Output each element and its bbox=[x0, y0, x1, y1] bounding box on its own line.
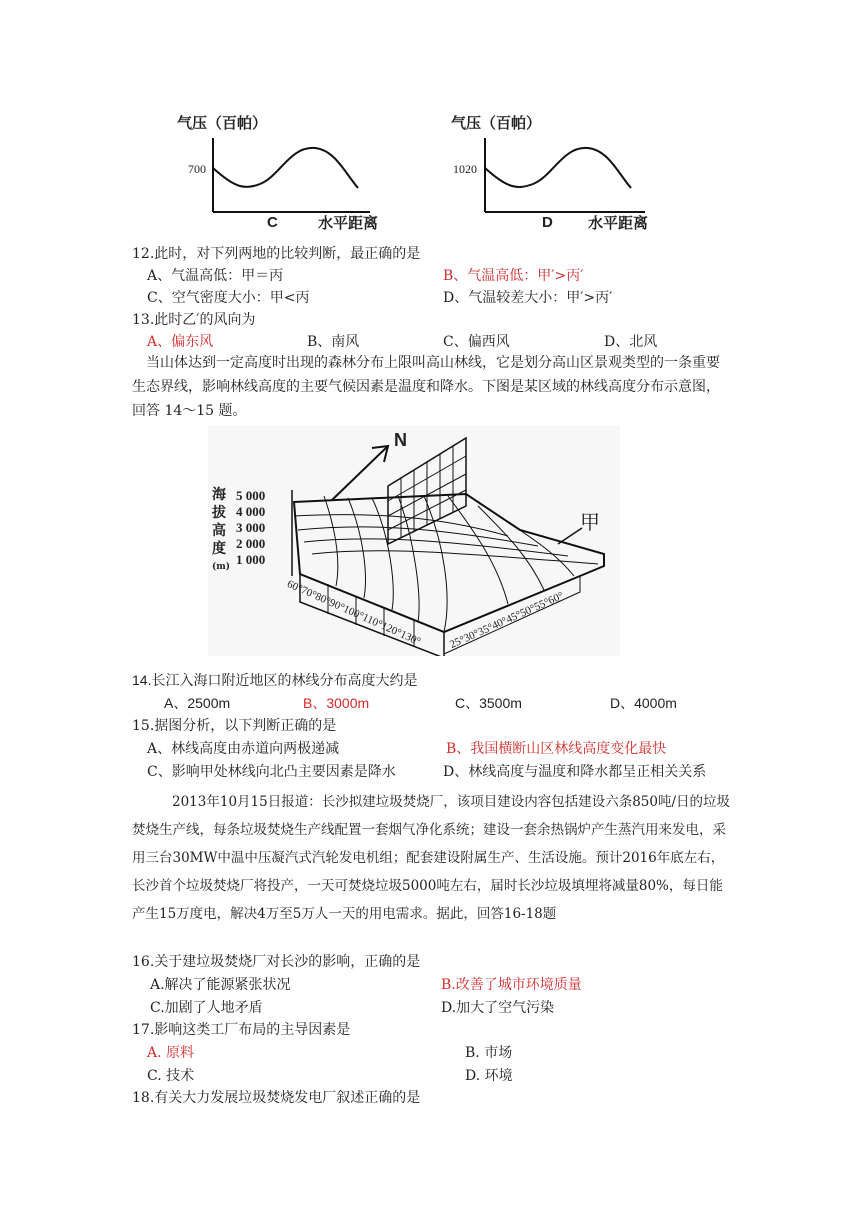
chart-d-point: D bbox=[542, 214, 553, 231]
elevation-tick: 5 000 bbox=[236, 488, 266, 503]
chart-c-tick: 700 bbox=[188, 162, 206, 176]
longitude-ticks: 60°70°80°90°100°110°120°130° bbox=[285, 578, 423, 648]
north-label: N bbox=[394, 430, 407, 450]
q15-option-d[interactable]: D、林线高度与温度和降水都呈正相关关系 bbox=[443, 764, 707, 780]
chart-d-title: 气压（百帕） bbox=[451, 114, 542, 132]
q14-stem: 14.长江入海口附近地区的林线分布高度大约是 bbox=[132, 672, 418, 688]
q12-option-b[interactable]: B、气温高低：甲′>丙′ bbox=[443, 268, 584, 284]
chart-c-point: C bbox=[267, 214, 278, 231]
q16-stem: 16.关于建垃圾焚烧厂对长沙的影响，正确的是 bbox=[132, 954, 421, 970]
q16-option-c[interactable]: C.加剧了人地矛盾 bbox=[150, 1000, 263, 1016]
chart-d-curve bbox=[485, 148, 631, 188]
q12-option-c[interactable]: C、空气密度大小：甲<丙 bbox=[147, 290, 310, 306]
news-passage: 2013年10月15日报道：长沙拟建垃圾焚烧厂，该项目建设内容包括建设六条850吨/日的垃圾焚烧生产线，每条垃圾焚烧生产线配置一套烟气净化系统；建设一套余热锅炉产生蒸汽用来发电，采用三台30MW中温中压凝汽式汽轮发电机组；配套建设附属生产、生活设施。预计2016年底左右，长沙首个垃圾焚烧厂将投产，一天可焚烧垃圾5000吨左右，届时长沙垃圾填埋将减量80%，每日能产生15万度电，解决4万至5万人一天的用电需求。据此，回答16-18题 bbox=[132, 794, 731, 922]
q14-option-a[interactable]: A、2500m bbox=[164, 695, 231, 711]
q17-option-a[interactable]: A. 原料 bbox=[147, 1045, 195, 1061]
q17-option-b[interactable]: B. 市场 bbox=[465, 1045, 513, 1061]
q13-option-b[interactable]: B、南风 bbox=[307, 334, 360, 350]
elevation-tick: 3 000 bbox=[236, 520, 266, 535]
q13-option-d[interactable]: D、北风 bbox=[604, 334, 658, 350]
marker-jia: 甲 bbox=[580, 510, 600, 534]
latitude-ticks: 25°30°35°40°45°50°55°60° bbox=[448, 589, 566, 651]
chart-c-curve bbox=[213, 148, 358, 188]
q12-option-d[interactable]: D、气温较差大小：甲′>丙′ bbox=[443, 290, 613, 306]
q14-option-c[interactable]: C、3500m bbox=[455, 695, 522, 711]
q16-option-b[interactable]: B.改善了城市环境质量 bbox=[441, 977, 582, 993]
q14-option-d[interactable]: D、4000m bbox=[610, 695, 677, 711]
q17-stem: 17.影响这类工厂布局的主导因素是 bbox=[132, 1022, 351, 1038]
q15-option-a[interactable]: A、林线高度由赤道向两极递减 bbox=[147, 741, 340, 757]
q13-stem: 13.此时乙′的风向为 bbox=[132, 312, 256, 328]
chart-d-tick: 1020 bbox=[453, 162, 477, 176]
q16-option-a[interactable]: A.解决了能源紧张状况 bbox=[150, 977, 291, 993]
q15-option-c[interactable]: C、影响甲处林线向北凸主要因素是降水 bbox=[147, 764, 396, 780]
q17-option-d[interactable]: D. 环境 bbox=[465, 1068, 513, 1084]
q12-option-a[interactable]: A、气温高低：甲＝丙 bbox=[147, 268, 284, 284]
pressure-chart-c bbox=[170, 108, 400, 238]
elevation-tick: 4 000 bbox=[236, 504, 266, 519]
chart-c-xaxis: 水平距离 bbox=[318, 214, 379, 232]
elevation-axis-label: 海 拔 高 度 (m) bbox=[212, 487, 231, 572]
pressure-chart-d bbox=[445, 108, 675, 238]
q13-option-a[interactable]: A、偏东风 bbox=[147, 334, 214, 350]
chart-d-xaxis: 水平距离 bbox=[588, 214, 649, 232]
treeline-surface bbox=[208, 426, 620, 656]
q17-option-c[interactable]: C. 技术 bbox=[147, 1068, 195, 1084]
elevation-tick: 2 000 bbox=[236, 536, 266, 551]
q13-option-c[interactable]: C、偏西风 bbox=[443, 334, 510, 350]
q15-stem: 15.据图分析，以下判断正确的是 bbox=[132, 718, 337, 734]
q14-option-b[interactable]: B、3000m bbox=[303, 695, 370, 711]
chart-c-title: 气压（百帕） bbox=[177, 114, 268, 132]
q18-stem: 18.有关大力发展垃圾焚烧发电厂叙述正确的是 bbox=[132, 1090, 421, 1106]
q12-stem: 12.此时，对下列两地的比较判断，最正确的是 bbox=[132, 246, 421, 262]
q15-option-b[interactable]: B、我国横断山区林线高度变化最快 bbox=[446, 741, 667, 757]
elevation-ticks bbox=[236, 488, 265, 568]
elevation-tick: 1 000 bbox=[236, 552, 266, 567]
treeline-intro: 当山体达到一定高度时出现的森林分布上限叫高山林线，它是划分高山区景观类型的一条重要生态界线，影响林线高度的主要气候因素是温度和降水。下图是某区域的林线高度分布示意图，回答 14～15 题。 bbox=[132, 355, 720, 419]
q16-option-d[interactable]: D.加大了空气污染 bbox=[441, 1000, 555, 1016]
treeline-diagram bbox=[208, 426, 620, 656]
